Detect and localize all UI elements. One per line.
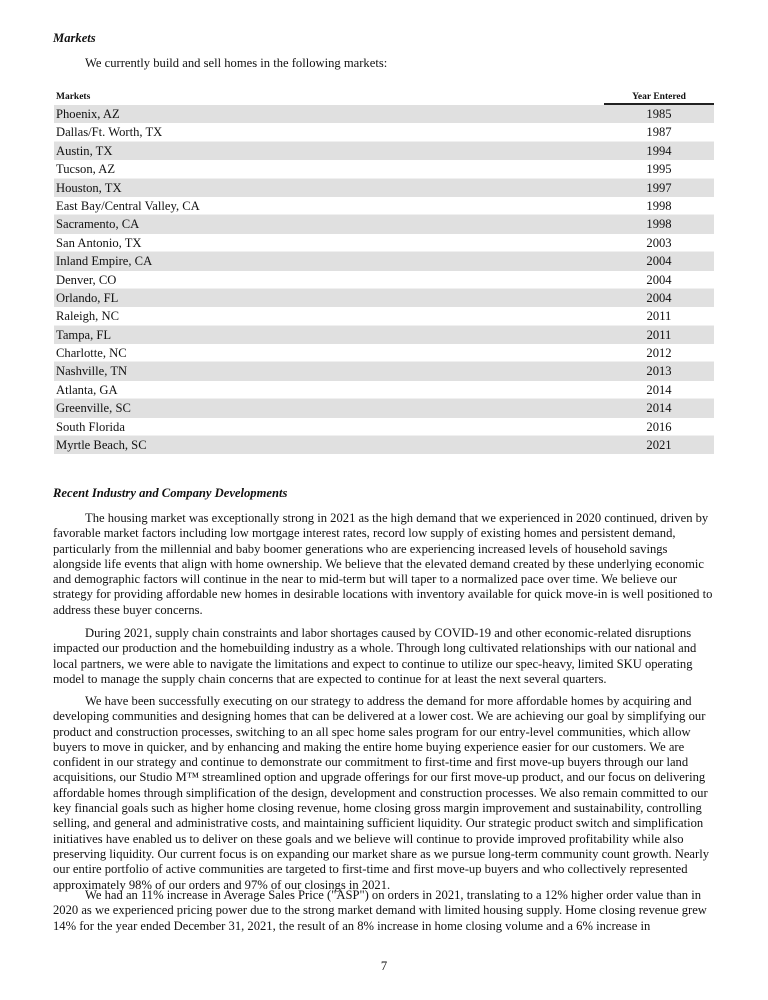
market-name: Austin, TX <box>56 143 113 158</box>
market-name: Raleigh, NC <box>56 309 119 324</box>
market-name: Inland Empire, CA <box>56 254 153 269</box>
year-entered: 2003 <box>646 235 672 250</box>
column-header-markets: Markets <box>56 92 91 102</box>
year-entered: 1998 <box>646 198 672 213</box>
markets-table-body <box>54 105 714 454</box>
table-row <box>54 252 714 270</box>
market-name: South Florida <box>56 419 125 434</box>
market-name: Phoenix, AZ <box>56 107 120 121</box>
year-entered: 2004 <box>646 290 672 305</box>
table-row <box>54 234 714 252</box>
market-name: Tucson, AZ <box>56 162 116 177</box>
market-name: East Bay/Central Valley, CA <box>56 198 200 213</box>
table-row <box>54 326 714 344</box>
developments-paragraph-1: The housing market was exceptionally strong in 2021 as the high demand that we experienced in 2020 continued, driven by favorable market factors including low mortgage interest rates, record low supply of existing homes and persistent demand, particularly from the millennial and baby boomer generations who are experiencing increased levels of household savings alongside life events that align with home ownership. We believe that the elevated demand created by these underlying economic and demographic factors will continue in the near to mid-term but will taper to a normalized pace over time. We believe our strategy for providing affordable new homes in desirable locations with inventory available for quick move-in is well positioned to address these buyer concerns. <box>53 511 713 617</box>
table-row <box>54 362 714 380</box>
year-entered: 2004 <box>646 254 672 269</box>
table-row <box>54 381 714 399</box>
year-entered: 2011 <box>646 309 672 324</box>
year-entered: 2014 <box>646 401 672 416</box>
year-entered: 2011 <box>646 327 672 342</box>
year-entered: 1985 <box>646 107 672 121</box>
column-header-year-entered: Year Entered <box>632 92 686 102</box>
year-entered: 1995 <box>646 162 672 177</box>
table-row <box>54 197 714 215</box>
market-name: Tampa, FL <box>56 327 112 342</box>
table-row <box>54 142 714 160</box>
table-row <box>54 399 714 417</box>
developments-paragraph-2: During 2021, supply chain constraints and labor shortages caused by COVID-19 and other economic-related disruptions impacted our production and the homebuilding industry as a whole. Through long cultivated relationships with our national and local partners, we were able to navigate the limitations and expect to continue to utilize our spec-heavy, limited SKU operating model to manage the supply chain concerns that are expected to continue for at least the next several quarters. <box>53 626 697 686</box>
market-name: Nashville, TN <box>56 364 128 379</box>
table-row <box>54 179 714 197</box>
year-entered: 2004 <box>646 272 672 287</box>
developments-heading: Recent Industry and Company Developments <box>53 486 288 500</box>
market-name: San Antonio, TX <box>56 235 142 250</box>
developments-paragraph-4: We had an 11% increase in Average Sales Price ("ASP") on orders in 2021, translating to a 12% higher order value than in 2020 as we experienced pricing power due to the strong market demand with limited housing supply. Home closing revenue grew 14% for the year ended December 31, 2021, the result of an 8% increase in home closing volume and a 6% increase in <box>53 888 707 933</box>
table-row <box>54 105 714 123</box>
table-row <box>54 289 714 307</box>
page-number: 7 <box>380 959 388 973</box>
market-name: Denver, CO <box>56 272 117 287</box>
year-entered: 1997 <box>646 180 672 195</box>
market-name: Orlando, FL <box>56 290 119 305</box>
table-row <box>54 418 714 436</box>
year-entered: 1987 <box>646 125 672 140</box>
market-name: Charlotte, NC <box>56 346 127 361</box>
markets-table <box>54 89 714 453</box>
table-row <box>54 215 714 233</box>
year-entered: 1994 <box>646 143 672 158</box>
table-row <box>54 436 714 454</box>
market-name: Houston, TX <box>56 180 122 195</box>
developments-paragraph-3: We have been successfully executing on our strategy to address the demand for more affordable homes by acquiring and developing communities and designing homes that can be delivered at a lower cost. We are achieving our goal by simplifying our product and construction processes, switching to an all spec home sales program for our entry-level communities, which allow buyers to move in quicker, and by enhancing and making the entire home buying experience easier for our customers. We are confident in our strategy and continue to demonstrate our commitment to first-time and first move-up buyers through our land acquisitions, our Studio M™ streamlined option and upgrade offerings for our first move-up product, and our focus on delivering affordable homes through simplification of the design, development and construction processes. We also remain committed to our key financial goals such as higher home closing revenue, home closing gross margin improvement and sustainability, controlling selling, and general and administrative costs, and maintaining sufficient liquidity. Our strategic product switch and simplification initiatives have enabled us to deliver on these goals and we believe will continue to provide improved profitability while also preserving liquidity. Our current focus is on expanding our market share as we pursue long-term community count growth. Nearly our entire portfolio of active communities are targeted to first-time and first move-up buyers and who collectively represented approximately 98% of our orders and 97% of our closings in 2021. <box>53 694 709 892</box>
table-row <box>54 271 714 289</box>
table-row <box>54 307 714 325</box>
market-name: Myrtle Beach, SC <box>56 438 147 453</box>
markets-table-header <box>54 89 714 105</box>
table-row <box>54 344 714 362</box>
year-entered: 2021 <box>646 438 672 453</box>
market-name: Greenville, SC <box>56 401 131 416</box>
markets-heading: Markets <box>53 31 96 45</box>
year-entered: 2014 <box>646 382 672 397</box>
year-entered: 1998 <box>646 217 672 232</box>
market-name: Dallas/Ft. Worth, TX <box>56 125 163 140</box>
year-entered: 2012 <box>646 346 672 361</box>
market-name: Sacramento, CA <box>56 217 140 232</box>
table-row <box>54 160 714 178</box>
market-name: Atlanta, GA <box>56 382 118 397</box>
markets-intro: We currently build and sell homes in the following markets: <box>85 56 388 70</box>
year-entered: 2016 <box>646 419 672 434</box>
year-entered: 2013 <box>646 364 672 379</box>
table-row <box>54 123 714 141</box>
